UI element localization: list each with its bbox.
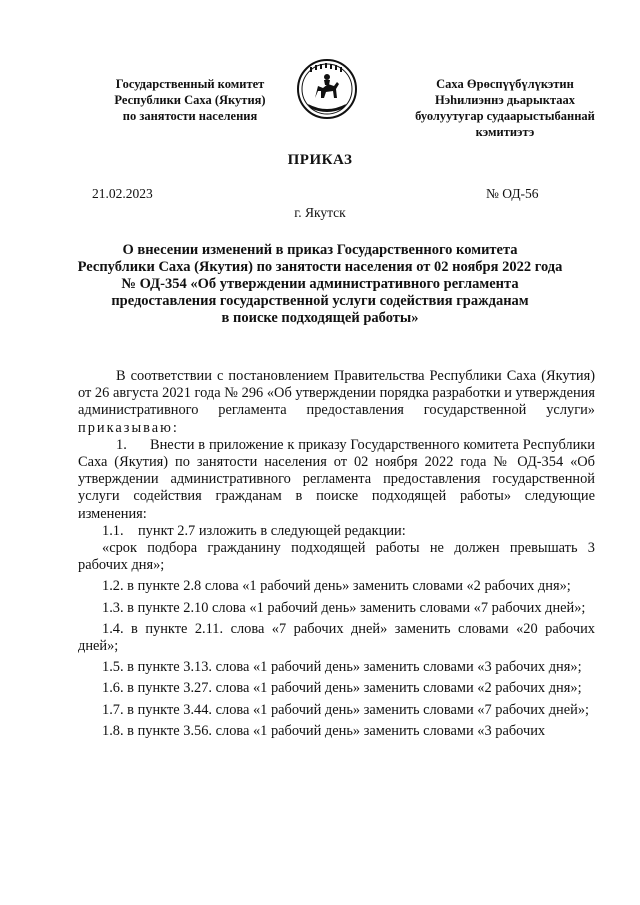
order-word: приказываю:	[78, 419, 179, 436]
document-number: № ОД-56	[486, 186, 539, 201]
document-subject	[60, 242, 580, 327]
sakha-coat-of-arms-icon	[296, 58, 358, 120]
list-item: 1.3. в пункте 2.10 слова «1 рабочий день» заменить словами «7 рабочих дней»;	[102, 599, 586, 616]
issuer-line: Нэһилиэннэ дьарыктаах	[435, 93, 575, 107]
subject-line: Республики Саха (Якутия) по занятости населения от 02 ноября 2022 года	[77, 259, 563, 275]
issuer-name-yakut	[400, 76, 610, 140]
subject-line: предоставления государственной услуги содействия гражданам	[111, 293, 529, 309]
point-1-1-quote: «срок подбора гражданину подходящей работы не должен превышать 3 рабочих дня»;	[78, 540, 595, 574]
issuer-line: буолуутугар судаарыстыбаннай	[415, 109, 595, 123]
issuer-line: Саха Өрөспүүбүлүкэтин	[436, 77, 574, 91]
point-1: 1. Внести в приложение к приказу Государственного комитета Республики Саха (Якутия) по занятости населения от 02 ноября 2022 года № ОД-354 «Об утверждении административного регламента предоставления государственной услуги содействия гражданам в поиске подходящей работы» следующие изменения:	[78, 436, 595, 522]
document-body	[78, 368, 595, 740]
issuer-line: кэмитиэтэ	[475, 125, 535, 139]
subject-line: О внесении изменений в приказ Государственного комитета	[122, 242, 518, 258]
point-1-1: 1.1. пункт 2.7 изложить в следующей редакции:	[102, 522, 406, 539]
preamble-paragraph	[78, 368, 595, 437]
list-item: 1.4. в пункте 2.11. слова «7 рабочих дней» заменить словами «20 рабочих дней»;	[78, 620, 595, 655]
subject-line: № ОД-354 «Об утверждении административного регламента	[121, 276, 519, 292]
list-item: 1.8. в пункте 3.56. слова «1 рабочий день» заменить словами «3 рабочих	[102, 722, 546, 739]
list-item: 1.5. в пункте 3.13. слова «1 рабочий день» заменить словами «3 рабочих дня»;	[102, 659, 582, 676]
issuer-name-russian	[90, 76, 290, 124]
subject-line: в поиске подходящей работы»	[221, 310, 419, 326]
list-item: 1.2. в пункте 2.8 слова «1 рабочий день» заменить словами «2 рабочих дня»;	[102, 578, 571, 595]
issuer-line: Государственный комитет	[115, 77, 265, 91]
list-item: 1.6. в пункте 3.27. слова «1 рабочий день» заменить словами «2 рабочих дня»;	[102, 680, 582, 697]
issuer-line: Республики Саха (Якутия)	[114, 93, 266, 107]
issuer-line: по занятости населения	[122, 109, 258, 123]
preamble-text: В соответствии с постановлением Правительства Республики Саха (Якутия) от 26 августа 2021 года № 296 «Об утверждении порядка разработки и утверждения административного регламента предоставления государственной услуги»	[78, 368, 595, 419]
document-title: ПРИКАЗ	[287, 152, 353, 168]
document-city: г. Якутск	[294, 205, 346, 220]
document-date: 21.02.2023	[92, 186, 153, 201]
list-item: 1.7. в пункте 3.44. слова «1 рабочий день» заменить словами «7 рабочих дней»;	[102, 701, 590, 718]
